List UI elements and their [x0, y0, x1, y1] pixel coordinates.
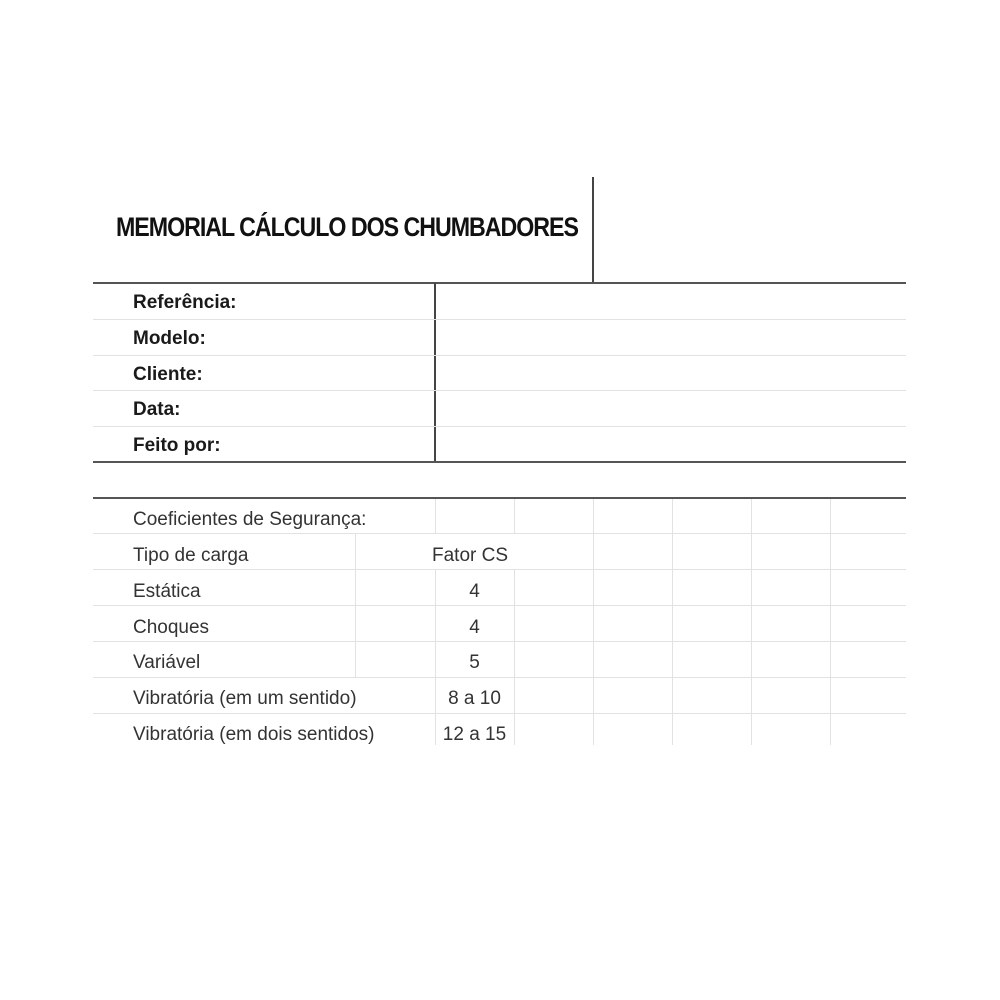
- field-label-modelo: Modelo:: [133, 328, 206, 349]
- grid-col-line: [514, 499, 515, 533]
- grid-row-line: [93, 533, 906, 534]
- grid-row-line: [93, 569, 906, 570]
- grid-row-line: [93, 641, 906, 642]
- document-title: MEMORIAL CÁLCULO DOS CHUMBADORES: [116, 212, 578, 242]
- field-value-cliente[interactable]: [445, 364, 905, 388]
- grid-col-line: [514, 569, 515, 745]
- header-load-type: Tipo de carga: [133, 545, 249, 566]
- factor-cell: 5: [469, 652, 480, 673]
- row-divider: [93, 319, 906, 320]
- load-type-cell: Choques: [133, 617, 210, 638]
- field-value-modelo[interactable]: [445, 328, 905, 352]
- grid-col-line: [435, 499, 436, 533]
- grid-col-line: [672, 499, 673, 745]
- row-divider: [93, 355, 906, 356]
- factor-cell: 8 a 10: [448, 688, 501, 709]
- header-divider: [592, 177, 594, 282]
- grid-col-line: [751, 499, 752, 745]
- grid-row-line: [93, 605, 906, 606]
- field-value-referencia[interactable]: [445, 292, 905, 316]
- grid-col-line: [593, 499, 594, 745]
- grid-col-line: [830, 499, 831, 745]
- header-factor: Fator CS: [432, 545, 509, 566]
- field-label-cliente: Cliente:: [133, 364, 203, 385]
- row-divider: [93, 390, 906, 391]
- info-bottom-rule: [93, 461, 906, 463]
- safety-top-rule: [93, 497, 906, 499]
- field-value-feito-por[interactable]: [445, 435, 905, 459]
- factor-cell: 12 a 15: [442, 724, 507, 745]
- factor-cell: 4: [469, 581, 480, 602]
- info-column-divider: [434, 283, 436, 461]
- field-value-data[interactable]: [445, 399, 905, 423]
- load-type-cell: Variável: [133, 652, 201, 673]
- grid-row-line: [93, 713, 906, 714]
- load-type-cell: Vibratória (em um sentido): [133, 688, 357, 709]
- field-label-referencia: Referência:: [133, 292, 237, 313]
- field-label-feito-por: Feito por:: [133, 435, 221, 456]
- grid-row-line: [93, 677, 906, 678]
- field-label-data: Data:: [133, 399, 181, 420]
- factor-cell: 4: [469, 617, 480, 638]
- load-type-cell: Vibratória (em dois sentidos): [133, 724, 375, 745]
- safety-section-title: Coeficientes de Segurança:: [133, 509, 367, 530]
- header-bottom-rule: [93, 282, 906, 284]
- row-divider: [93, 426, 906, 427]
- load-type-cell: Estática: [133, 581, 201, 602]
